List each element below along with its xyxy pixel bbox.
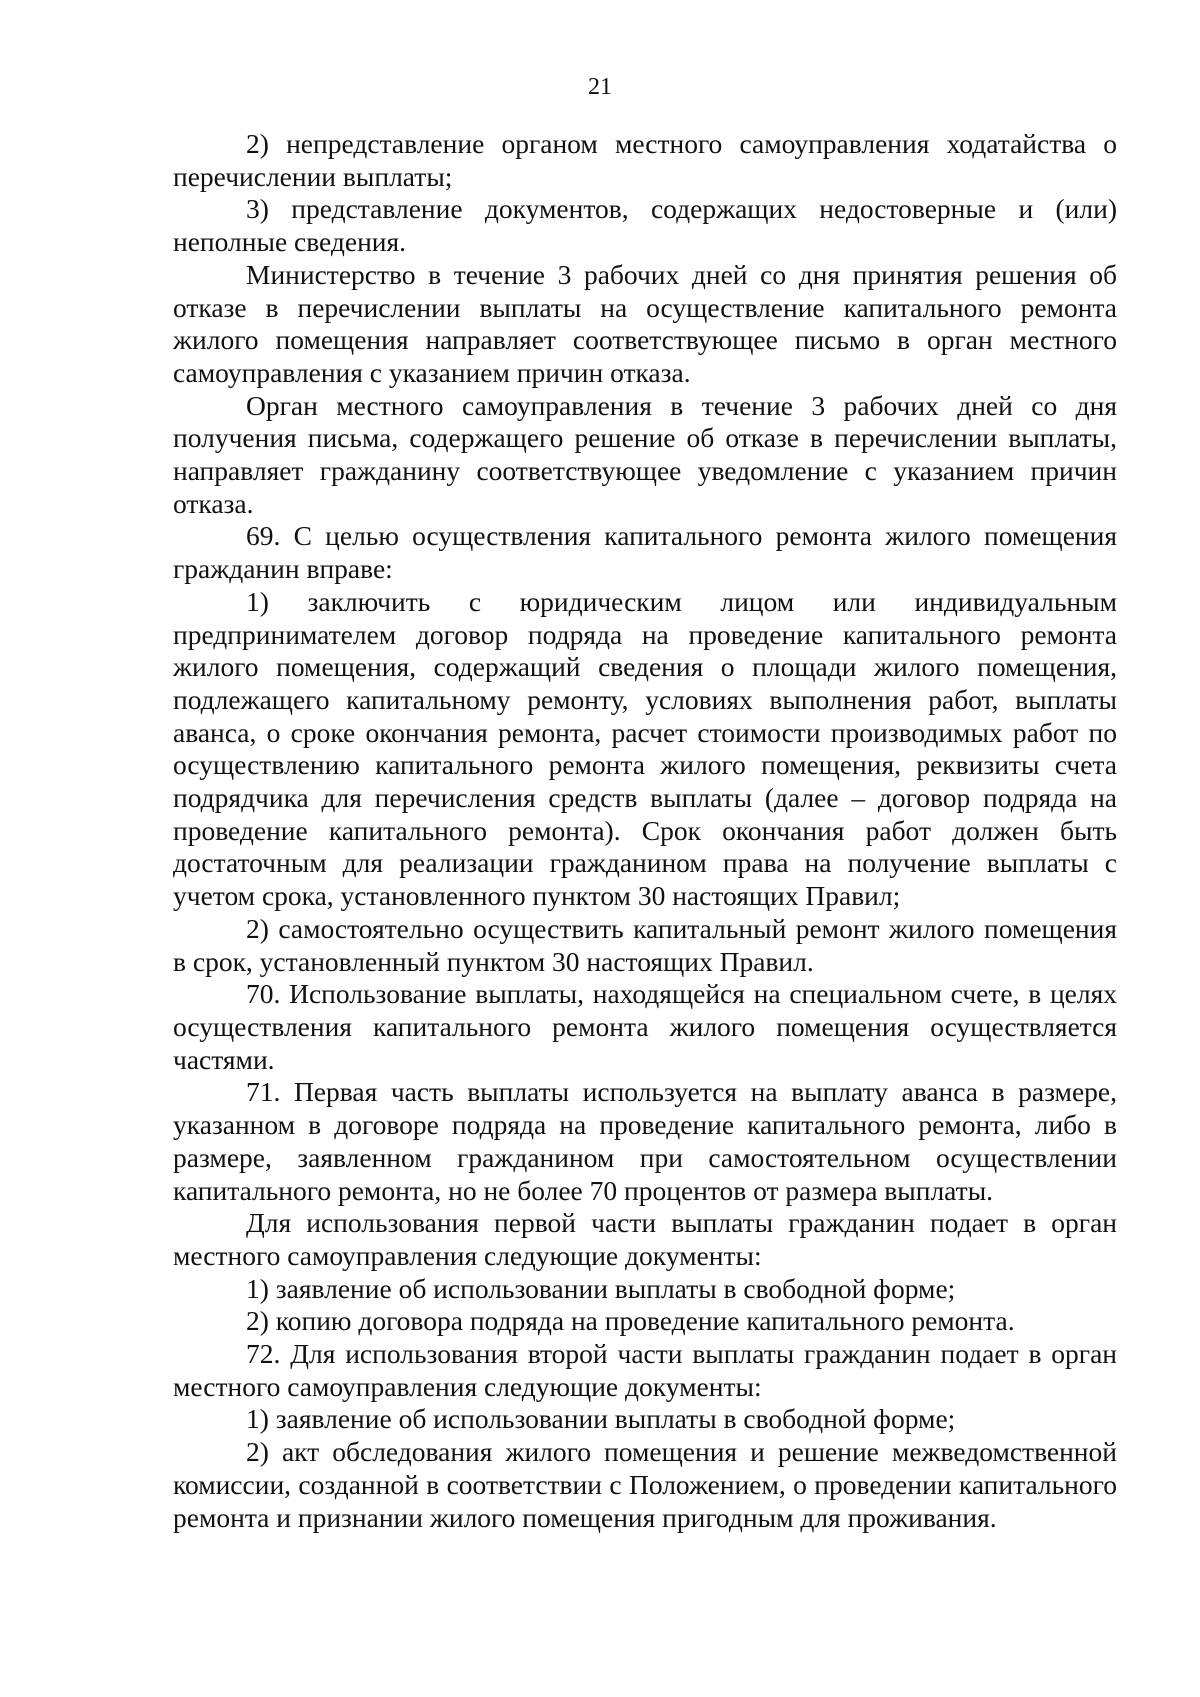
paragraph: Орган местного самоуправления в течение 3 рабочих дней со дня получения письма, содержащего решение об отказе в перечислении выплаты, направляет гражданину соответствующее уведомление с указанием причин отказа. — [173, 389, 1117, 519]
paragraph: 3) представление документов, содержащих недостоверные и (или) неполные сведения. — [173, 193, 1117, 258]
paragraph: 2) копию договора подряда на проведение капитального ремонта. — [246, 1305, 1015, 1337]
paragraph: Для использования первой части выплаты гражданин подает в орган местного самоуправления следующие документы: — [173, 1207, 1117, 1271]
paragraph: 69. С целью осуществления капитального ремонта жилого помещения гражданин вправе: — [173, 520, 1117, 585]
paragraph: 2) самостоятельно осуществить капитальный ремонт жилого помещения в срок, установленный пунктом 30 настоящих Правил. — [173, 912, 1117, 977]
paragraph: 1) заявление об использовании выплаты в свободной форме; — [246, 1403, 956, 1435]
paragraph: 72. Для использования второй части выплаты гражданин подает в орган местного самоуправления следующие документы: — [173, 1338, 1117, 1402]
paragraph: 2) акт обследования жилого помещения и решение межведомственной комиссии, созданной в соответствии с Положением, о проведении капитального ремонта и признании жилого помещения пригодным для проживания. — [173, 1436, 1117, 1533]
page-number: 21 — [588, 74, 612, 100]
paragraph: Министерство в течение 3 рабочих дней со дня принятия решения об отказе в перечислении выплаты на осуществление капитального ремонта жилого помещения направляет соответствующее письмо в орган местного самоуправления с указанием причин отказа. — [173, 258, 1117, 388]
document-body — [173, 128, 1117, 1534]
paragraph: 1) заключить с юридическим лицом или индивидуальным предпринимателем договор подряда на проведение капитального ремонта жилого помещения, содержащий сведения о площади жилого помещения, подлежащего капитальному ремонту, условиях выполнения работ, выплаты аванса, о сроке окончания ремонта, расчет стоимости производимых работ по осуществлению капитального ремонта жилого помещения, реквизиты счета подрядчика для перечисления средств выплаты (далее – договор подряда на проведение капитального ремонта). Срок окончания работ должен быть достаточным для реализации гражданином права на получение выплаты с учетом срока, установленного пунктом 30 настоящих Правил; — [173, 585, 1117, 912]
paragraph: 70. Использование выплаты, находящейся на специальном счете, в целях осуществления капитального ремонта жилого помещения осуществляется частями. — [173, 978, 1117, 1075]
paragraph: 2) непредставление органом местного самоуправления ходатайства о перечислении выплаты; — [173, 128, 1117, 192]
paragraph: 1) заявление об использовании выплаты в свободной форме; — [246, 1272, 956, 1304]
paragraph: 71. Первая часть выплаты используется на выплату аванса в размере, указанном в договоре подряда на проведение капитального ремонта, либо в размере, заявленном гражданином при самостоятельном осуществлении капитального ремонта, но не более 70 процентов от размера выплаты. — [173, 1076, 1117, 1206]
